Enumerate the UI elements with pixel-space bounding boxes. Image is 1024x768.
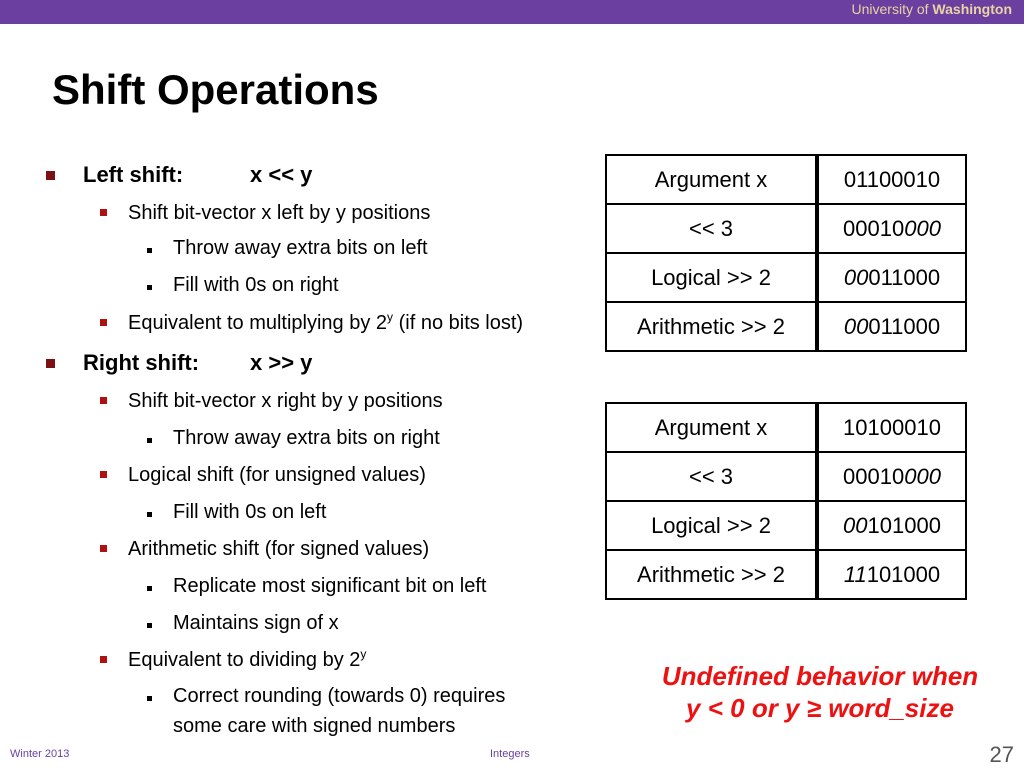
footer-topic: Integers <box>490 748 530 760</box>
table-row <box>606 253 966 302</box>
square-bullet-icon <box>100 209 107 216</box>
university-logo-text <box>852 1 1013 17</box>
row-label: Argument x <box>606 403 815 452</box>
square-bullet-icon <box>147 285 152 290</box>
bullet-text: Maintains sign of x <box>173 612 339 634</box>
row-label: Logical >> 2 <box>606 501 815 550</box>
superscript: y <box>360 647 367 661</box>
row-label: << 3 <box>606 204 815 253</box>
table-row <box>606 550 966 599</box>
table-row <box>606 302 966 351</box>
bullet-text: Equivalent to dividing by 2 <box>128 649 361 671</box>
square-bullet-icon <box>100 397 107 404</box>
superscript: y <box>387 310 394 324</box>
bullet-text: Throw away extra bits on left <box>173 237 428 259</box>
square-bullet-icon <box>100 656 107 663</box>
left-shift-label: Left shift: <box>83 162 184 187</box>
university-prefix: University of <box>851 1 929 17</box>
bullet-text-line1: Correct rounding (towards 0) requires <box>173 685 506 707</box>
bullet-text: Equivalent to multiplying by 2 <box>128 312 388 334</box>
table-row <box>606 403 966 452</box>
right-shift-op: x >> y <box>250 350 313 375</box>
square-bullet-icon <box>147 512 152 517</box>
row-value: 11101000 <box>819 550 966 599</box>
bullet-text: Replicate most significant bit on left <box>173 575 487 597</box>
square-bullet-icon <box>147 248 152 253</box>
row-value: 00011000 <box>819 302 966 351</box>
university-name: Washington <box>932 1 1012 17</box>
shift-table-negative <box>605 402 967 600</box>
footer-term: Winter 2013 <box>10 748 70 760</box>
row-label: Argument x <box>606 155 815 204</box>
shift-table-positive <box>605 154 967 352</box>
row-label: << 3 <box>606 452 815 501</box>
square-bullet-icon <box>100 545 107 552</box>
undefined-behavior-note <box>620 660 1020 724</box>
bullet-text: Arithmetic shift (for signed values) <box>128 538 430 560</box>
square-bullet-icon <box>46 171 55 180</box>
bullet-text-line2: some care with signed numbers <box>173 715 456 737</box>
row-value: 00101000 <box>819 501 966 550</box>
table-row <box>606 204 966 253</box>
square-bullet-icon <box>147 623 152 628</box>
page-number: 27 <box>989 742 1014 767</box>
bullet-text: Logical shift (for unsigned values) <box>128 464 426 486</box>
row-value: 00010000 <box>819 452 966 501</box>
row-value: 01100010 <box>819 155 966 204</box>
row-value: 00011000 <box>819 253 966 302</box>
bullet-text: Shift bit-vector x right by y positions <box>128 390 443 412</box>
right-shift-label: Right shift: <box>83 350 200 375</box>
header-bar <box>0 0 1024 24</box>
row-label: Arithmetic >> 2 <box>606 302 815 351</box>
bullet-text: Shift bit-vector x left by y positions <box>128 202 431 224</box>
note-line1: Undefined behavior when <box>661 661 979 691</box>
left-shift-op: x << y <box>250 162 313 187</box>
table-row <box>606 501 966 550</box>
square-bullet-icon <box>147 696 152 701</box>
slide-title: Shift Operations <box>52 66 379 113</box>
note-line2: y < 0 or y ≥ word_size <box>686 693 954 723</box>
square-bullet-icon <box>46 359 55 368</box>
table-row <box>606 155 966 204</box>
square-bullet-icon <box>147 438 152 443</box>
bullet-text: Throw away extra bits on right <box>173 427 440 449</box>
bullet-text: Fill with 0s on left <box>173 501 327 523</box>
bullet-text: Fill with 0s on right <box>173 274 339 296</box>
row-value: 00010000 <box>819 204 966 253</box>
row-value: 10100010 <box>819 403 966 452</box>
bullet-suffix: (if no bits lost) <box>398 312 524 334</box>
square-bullet-icon <box>147 586 152 591</box>
square-bullet-icon <box>100 319 107 326</box>
table-row <box>606 452 966 501</box>
row-label: Arithmetic >> 2 <box>606 550 815 599</box>
row-label: Logical >> 2 <box>606 253 815 302</box>
square-bullet-icon <box>100 471 107 478</box>
